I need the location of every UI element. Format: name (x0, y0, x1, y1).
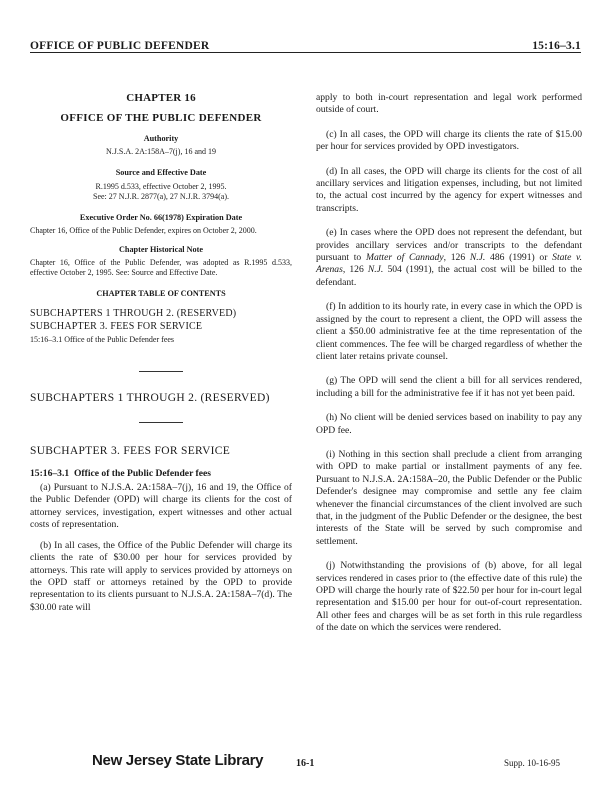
source-line-1: R.1995 d.533, effective October 2, 1995. (95, 181, 227, 191)
paragraph-b: (b) In all cases, the Office of the Public Defender will charge its clients the rate of $30.00 per hour for services provided by attorneys. This rate will apply to services provided by attorneys on the OPD staff or attorneys retained by the OPD to provide representation to its clients pursuant to N.J.S.A. 2A:158A–7(d). The $30.00 rate will (30, 539, 292, 613)
chapter-number: CHAPTER 16 (126, 92, 196, 104)
toc-heading: CHAPTER TABLE OF CONTENTS (96, 289, 226, 299)
left-column (30, 92, 292, 622)
paragraph-d: (d) In all cases, the OPD will charge its clients for the cost of all ancillary services and litigation expenses, including, but not limited to, the actual cost incurred by the agency for expert witnesses and transcripts. (316, 165, 582, 214)
reporter-abbrev: N.J. (367, 264, 384, 276)
paragraph-e: (e) In cases where the OPD does not represent the defendant, but provides ancillary services and/or transcripts to the defendant pursuant to Matter of Cannady, 126 N.J. 486 (1991) or State v. Arenas, 126 N.J. 504 (1991), the actual cost will be billed to the defendant. (316, 227, 583, 288)
paragraph-f: (f) In addition to its hourly rate, in every case in which the OPD is assigned by the court to represent a client, the OPD will assess the client a $50.00 administrative fee at the time representation of the client commences. The fee will be charged regardless of whether the client later retains private counsel. (316, 301, 582, 362)
paragraph-b-continued: apply to both in-court representation and legal work performed outside of court. (316, 92, 582, 116)
paragraph-g: (g) The OPD will send the client a bill for all services rendered, including a bill for the administrative fee if it has not yet been paid. (316, 375, 582, 399)
source-label: Source and Effective Date (115, 168, 207, 178)
subchapter-3-heading: SUBCHAPTER 3. FEES FOR SERVICE (30, 445, 231, 458)
history-text: Chapter 16, Office of the Public Defender, was adopted as R.1995 d.533, effective October 2, 1995. See: Source and Effective Date. (30, 258, 292, 278)
paragraph-c: (c) In all cases, the OPD will charge its clients the rate of $15.00 per hour for services provided by OPD investigators. (316, 128, 582, 153)
section-number: 15:16–3.1 (30, 467, 70, 479)
library-stamp: New Jersey State Library (92, 752, 264, 769)
authority-label: Authority (143, 133, 179, 143)
exec-order-text: Chapter 16, Office of the Public Defender, expires on October 2, 2000. (30, 226, 257, 236)
case-citation: State v. Arenas (316, 252, 583, 276)
page-number: 16-1 (296, 758, 315, 769)
history-label: Chapter Historical Note (119, 245, 203, 255)
subchapters-1-2-heading: SUBCHAPTERS 1 THROUGH 2. (RESERVED) (30, 391, 270, 404)
header-title: OFFICE OF PUBLIC DEFENDER (30, 40, 210, 52)
paragraph-a: (a) Pursuant to N.J.S.A. 2A:158A–7(j), 16 and 19, the Office of the Public Defender (OPD) will charge its clients for the cost of attorney services, investigation, expert witnesses and other actual costs of representation. (30, 482, 292, 531)
exec-order-label: Executive Order No. 66(1978) Expiration Date (79, 212, 243, 222)
section-title: Office of the Public Defender fees (73, 467, 211, 479)
paragraph-h: (h) No client will be denied services based on inability to pay any OPD fee. (316, 412, 582, 436)
reporter-abbrev: N.J. (469, 252, 486, 264)
header-section-number: 15:16–3.1 (532, 40, 581, 52)
toc-subchapters-1-2[interactable]: SUBCHAPTERS 1 THROUGH 2. (RESERVED) (30, 307, 237, 319)
running-header (30, 34, 581, 53)
section-heading (30, 468, 292, 480)
chapter-name: OFFICE OF THE PUBLIC DEFENDER (60, 112, 262, 125)
authority-text: N.J.S.A. 2A:158A–7(j), 16 and 19 (106, 147, 216, 157)
source-line-2: See: 27 N.J.R. 2877(a), 27 N.J.R. 3794(a). (93, 191, 229, 201)
toc-subchapter-3[interactable]: SUBCHAPTER 3. FEES FOR SERVICE (30, 320, 203, 332)
divider-rule (139, 371, 183, 372)
supplement-date: Supp. 10-16-95 (504, 758, 560, 768)
toc-section-3-1[interactable]: 15:16–3.1 Office of the Public Defender fees (30, 334, 175, 344)
paragraph-i: (i) Nothing in this section shall preclude a client from arranging with OPD to make partial or installment payments of any fee. Pursuant to N.J.S.A. 2A:158A–20, the Public Defender or the Public Defender's designee may compromise and settle any fee claim whenever the financial circumstances of the client involved are such that, in the judgment of the Public Defender or the designee, the best interests of the State will be served by such compromise and settlement. (316, 448, 582, 547)
divider-rule (139, 422, 183, 423)
right-column (316, 92, 582, 647)
paragraph-j: (j) Notwithstanding the provisions of (b) above, for all legal services rendered in cases prior to (the effective date of this rule) the OPD will charge the hourly rate of $22.50 per hour for in-court legal representation and $15.00 per hour for out-of-court representation. All other fees and charges will be as set forth in this rule regardless of the date on which the services were rendered. (316, 560, 582, 634)
case-citation: Matter of Cannady (365, 252, 444, 264)
